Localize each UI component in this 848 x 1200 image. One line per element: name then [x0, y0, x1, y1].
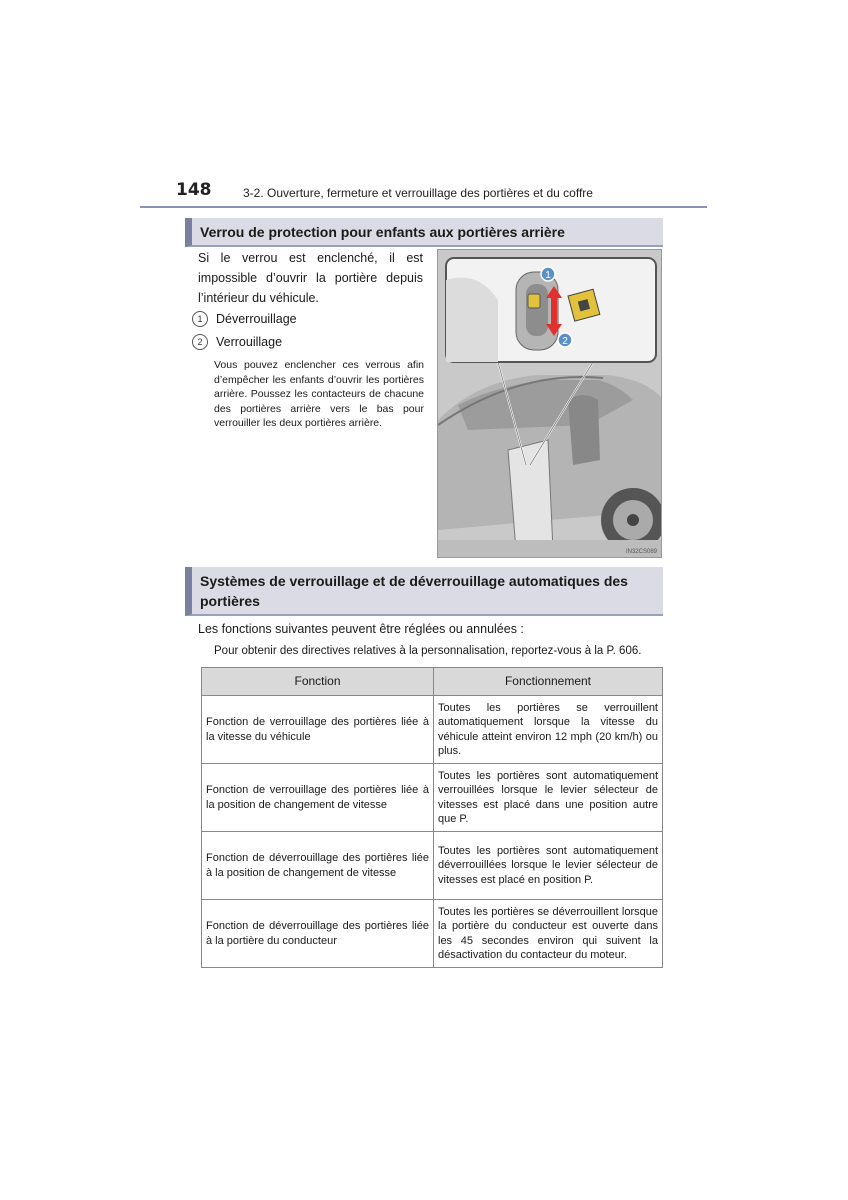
- car-door-illustration: [438, 250, 662, 558]
- table-row: [202, 832, 663, 900]
- list-item-label: Verrouillage: [216, 335, 283, 349]
- table-cell: Fonction de déverrouillage des portières liée à la position de changement de vitesse: [202, 832, 434, 900]
- running-header: 3-2. Ouverture, fermeture et verrouillage des portières et du coffre: [243, 186, 593, 200]
- child-lock-illustration: [437, 249, 662, 558]
- callout-number: 1: [192, 311, 208, 327]
- callout-2: 2: [562, 336, 568, 347]
- section-heading-child-lock: Verrou de protection pour enfants aux portières arrière: [185, 218, 663, 247]
- figure-code: IN32CS089: [625, 549, 657, 555]
- header-rule: [140, 206, 707, 208]
- list-item-lock: [192, 334, 282, 350]
- list-item-label: Déverrouillage: [216, 312, 297, 326]
- callout-number: 2: [192, 334, 208, 350]
- list-item-unlock: [192, 311, 297, 327]
- table-row: [202, 764, 663, 832]
- table-row: [202, 900, 663, 968]
- table-cell: Toutes les portières se verrouillent automatiquement lorsque la vitesse du véhicule atteint environ 12 mph (20 km/h) ou plus.: [434, 696, 663, 764]
- reference-note: Pour obtenir des directives relatives à la personnalisation, reportez-vous à la P. 606.: [214, 645, 642, 657]
- column-header-operation: Fonctionnement: [434, 668, 663, 696]
- column-header-function: Fonction: [202, 668, 434, 696]
- table-cell: Toutes les portières sont automatiquement verrouillées lorsque le levier sélecteur de vitesses est placé dans une position autre que P.: [434, 764, 663, 832]
- table-cell: Toutes les portières sont automatiquement déverrouillées lorsque le levier sélecteur de vitesses est placé en position P.: [434, 832, 663, 900]
- function-table: [201, 667, 663, 968]
- table-header-row: [202, 668, 663, 696]
- table-cell: Fonction de verrouillage des portières liée à la position de changement de vitesse: [202, 764, 434, 832]
- page-number: 148: [176, 180, 212, 200]
- section-heading-auto-lock: Systèmes de verrouillage et de déverrouillage automatiques des portières: [185, 567, 663, 616]
- callout-1: 1: [545, 270, 551, 281]
- table-cell: Fonction de déverrouillage des portières liée à la portière du conducteur: [202, 900, 434, 968]
- intro-paragraph: Si le verrou est enclenché, il est impossible d’ouvrir la portière depuis l’intérieur du véhicule.: [198, 251, 423, 305]
- note-paragraph: Vous pouvez enclencher ces verrous afin d’empêcher les enfants d’ouvrir les portières arrière. Poussez les contacteurs de chacune des portières arrière vers le bas pour verrouiller les deux portières arrière.: [214, 359, 424, 429]
- table-cell: Fonction de verrouillage des portières liée à la vitesse du véhicule: [202, 696, 434, 764]
- table-cell: Toutes les portières se déverrouillent lorsque la portière du conducteur est ouverte dans les 45 secondes environ qui suivent la désactivation du contacteur du moteur.: [434, 900, 663, 968]
- table-row: [202, 696, 663, 764]
- body-paragraph: Les fonctions suivantes peuvent être réglées ou annulées :: [198, 622, 524, 636]
